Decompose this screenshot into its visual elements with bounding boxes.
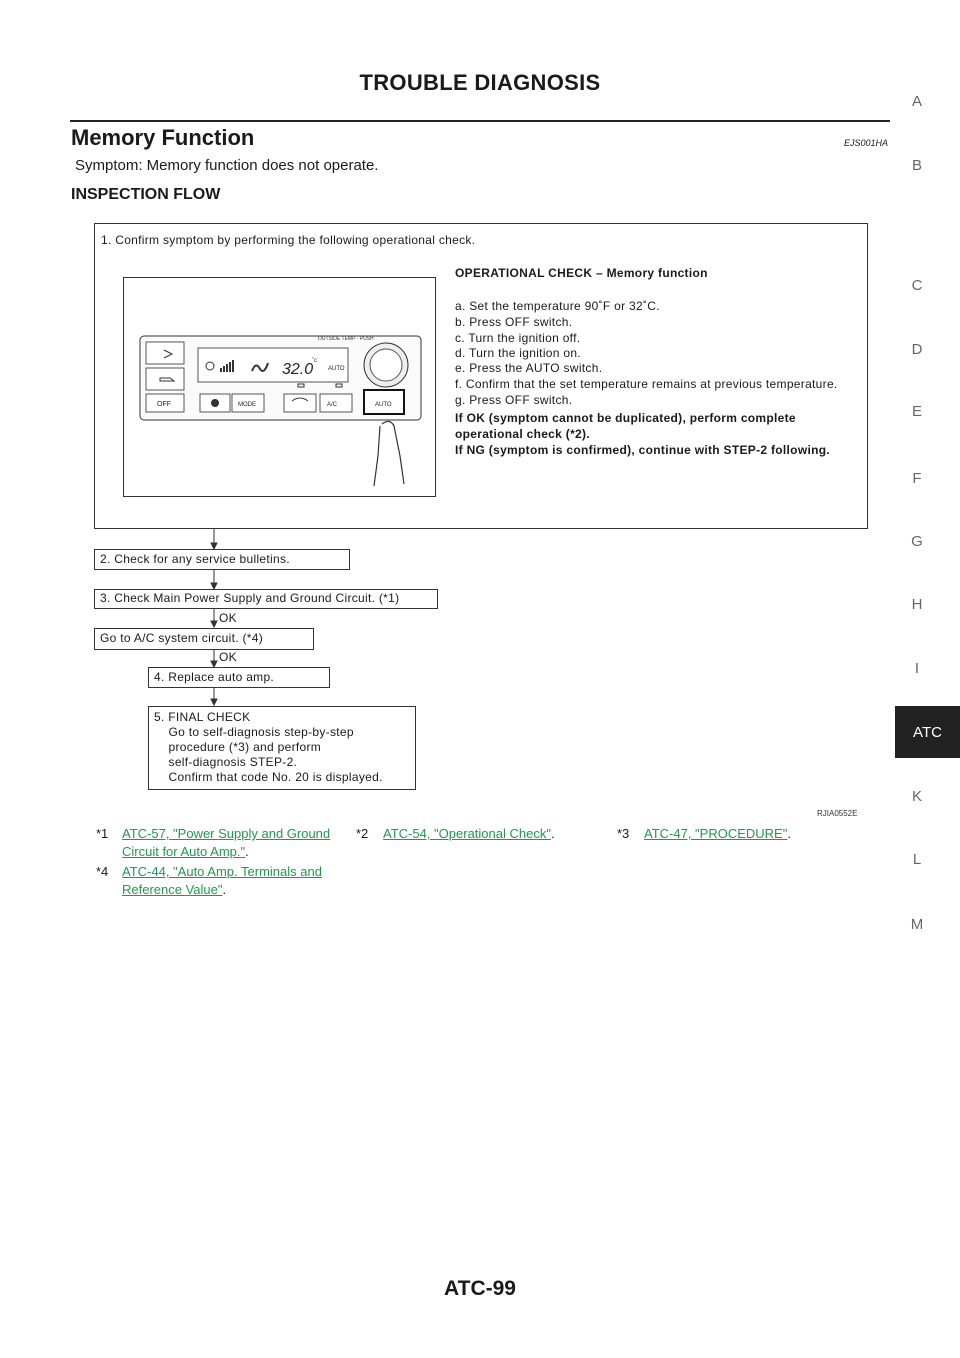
ac-button-label: A/C bbox=[327, 402, 338, 408]
op-step-g: g. Press OFF switch. bbox=[455, 393, 573, 407]
display-auto: AUTO bbox=[328, 366, 345, 372]
tab-d[interactable]: D bbox=[911, 341, 923, 358]
mode-button-label: MODE bbox=[238, 402, 256, 408]
ac-system-box bbox=[94, 628, 314, 650]
climate-control-panel-drawing bbox=[124, 278, 435, 496]
op-step-b: b. Press OFF switch. bbox=[455, 315, 573, 329]
footnote-3: ATC-47, "PROCEDURE". bbox=[644, 826, 791, 841]
step2-box bbox=[94, 549, 350, 570]
control-panel-illustration bbox=[123, 277, 436, 497]
step5-line3: procedure (*3) and perform bbox=[154, 740, 322, 754]
ng-result-line: If NG (symptom is confirmed), continue with STEP-2 following. bbox=[455, 443, 830, 457]
ac-system-text: Go to A/C system circuit. (*4) bbox=[100, 631, 264, 645]
tab-b[interactable]: B bbox=[911, 157, 922, 174]
step5-line1: 5. FINAL CHECK bbox=[154, 710, 251, 724]
footnote-1-mark: *1 bbox=[96, 826, 109, 841]
ok-result-line1: If OK (symptom cannot be duplicated), perform complete bbox=[455, 411, 796, 425]
section-title: Memory Function bbox=[71, 125, 255, 150]
ok-label-2: OK bbox=[219, 650, 237, 664]
op-step-c: c. Turn the ignition off. bbox=[455, 331, 581, 345]
footnote-1-link[interactable]: ATC-57, "Power Supply and Ground Circuit for Auto Amp." bbox=[122, 826, 331, 859]
footnote-4: ATC-44, "Auto Amp. Terminals and Reference Value". bbox=[122, 864, 322, 897]
tab-m[interactable]: M bbox=[910, 916, 924, 933]
display-temp: 32.0 bbox=[282, 361, 314, 378]
off-button-label: OFF bbox=[157, 401, 171, 408]
footnote-1: ATC-57, "Power Supply and Ground Circuit for Auto Amp.". bbox=[122, 826, 331, 859]
step1-box bbox=[94, 223, 868, 529]
op-step-a: a. Set the temperature 90˚F or 32˚C. bbox=[455, 299, 660, 313]
tab-e[interactable]: E bbox=[911, 403, 922, 420]
footnote-4-mark: *4 bbox=[96, 864, 109, 879]
tab-f[interactable]: F bbox=[912, 470, 922, 487]
step5-box bbox=[148, 706, 416, 790]
footnote-2-link[interactable]: ATC-54, "Operational Check" bbox=[383, 826, 551, 841]
footnote-2-mark: *2 bbox=[356, 826, 369, 841]
op-step-f: f. Confirm that the set temperature remains at previous temperature. bbox=[455, 377, 838, 391]
outside-temp-label: OUTSIDE TEMP · PUSH bbox=[318, 336, 374, 342]
tab-l[interactable]: L bbox=[912, 851, 922, 868]
tab-c[interactable]: C bbox=[911, 277, 923, 294]
step5-line2: Go to self-diagnosis step-by-step bbox=[154, 725, 354, 739]
tab-atc-active[interactable]: ATC bbox=[895, 706, 960, 758]
step2-text: 2. Check for any service bulletins. bbox=[100, 552, 290, 566]
step1-text: 1. Confirm symptom by performing the following operational check. bbox=[101, 233, 476, 247]
footnote-4-link[interactable]: ATC-44, "Auto Amp. Terminals and Reference Value" bbox=[122, 864, 322, 897]
tab-i[interactable]: I bbox=[914, 660, 920, 677]
step4-box bbox=[148, 667, 330, 688]
footnote-3-mark: *3 bbox=[617, 826, 630, 841]
tab-g[interactable]: G bbox=[911, 533, 923, 550]
tab-k[interactable]: K bbox=[911, 788, 922, 805]
footnote-2: ATC-54, "Operational Check". bbox=[383, 826, 555, 841]
footnote-3-link[interactable]: ATC-47, "PROCEDURE" bbox=[644, 826, 788, 841]
figure-id: RJIA0552E bbox=[817, 809, 858, 818]
symptom-text: Symptom: Memory function does not operate. bbox=[75, 157, 379, 174]
page-number: ATC-99 bbox=[444, 1277, 516, 1300]
page-header-title: TROUBLE DIAGNOSIS bbox=[359, 70, 601, 95]
step4-text: 4. Replace auto amp. bbox=[154, 670, 275, 684]
op-step-d: d. Turn the ignition on. bbox=[455, 346, 581, 360]
step5-line5: Confirm that code No. 20 is displayed. bbox=[154, 770, 383, 784]
step3-box bbox=[94, 589, 438, 609]
display-unit: ˚c bbox=[312, 358, 317, 364]
step3-text: 3. Check Main Power Supply and Ground Circuit. (*1) bbox=[100, 591, 400, 605]
section-code: EJS001HA bbox=[843, 138, 888, 148]
op-step-e: e. Press the AUTO switch. bbox=[455, 361, 603, 375]
op-check-title: OPERATIONAL CHECK – Memory function bbox=[455, 266, 708, 280]
auto-button-label: AUTO bbox=[375, 402, 392, 408]
ok-label-1: OK bbox=[219, 611, 237, 625]
step5-line4: self-diagnosis STEP-2. bbox=[154, 755, 298, 769]
tab-a[interactable]: A bbox=[911, 93, 922, 110]
inspection-flow-heading: INSPECTION FLOW bbox=[71, 186, 221, 203]
ok-result-line2: operational check (*2). bbox=[455, 427, 590, 441]
tab-h[interactable]: H bbox=[911, 596, 923, 613]
